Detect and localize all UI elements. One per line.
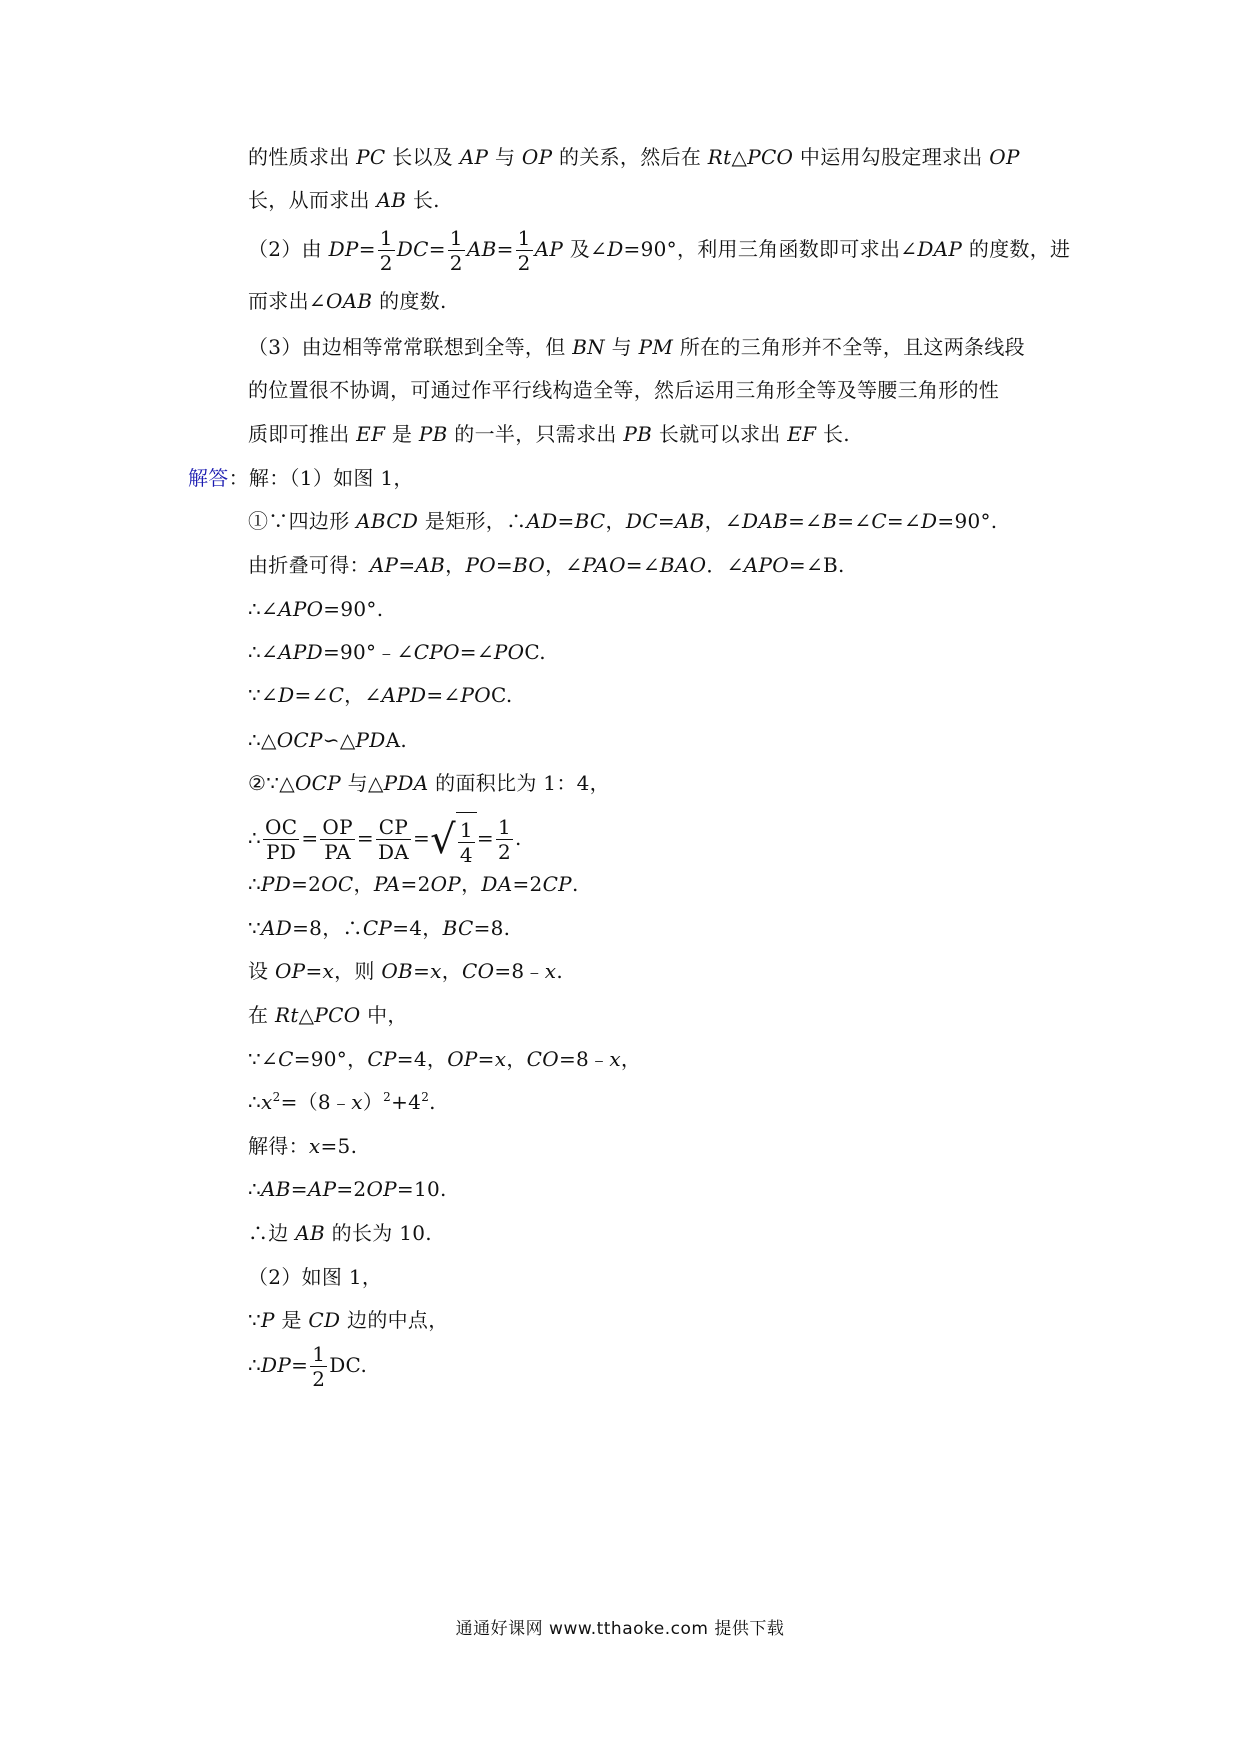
text-run: = bbox=[657, 509, 675, 533]
text-run: =2 bbox=[512, 872, 543, 896]
radicand bbox=[456, 812, 477, 867]
fraction-denominator: 2 bbox=[312, 1367, 326, 1391]
text-run: =8﹣ bbox=[558, 1047, 610, 1071]
fraction-numerator: CP bbox=[376, 815, 411, 840]
math-variable: x bbox=[609, 1047, 621, 1071]
math-variable: EF bbox=[787, 422, 817, 446]
text-run: = bbox=[476, 826, 494, 850]
text-run: =4， bbox=[396, 1047, 448, 1071]
text-run: = bbox=[290, 1177, 308, 1201]
text-run: 是 bbox=[274, 1308, 309, 1332]
text-run: 是 bbox=[385, 422, 419, 446]
text-run: = bbox=[477, 1047, 495, 1071]
text-run: +4 bbox=[391, 1090, 422, 1114]
math-variable: B bbox=[822, 509, 838, 533]
fraction bbox=[378, 226, 395, 275]
text-run: = bbox=[358, 237, 376, 261]
text-run: =∠ bbox=[625, 553, 660, 577]
text-line bbox=[248, 1090, 436, 1114]
text-line bbox=[248, 771, 610, 795]
text-run: = bbox=[398, 553, 416, 577]
math-variable: DP bbox=[261, 1353, 292, 1377]
text-run: ，∠ bbox=[344, 683, 382, 707]
text-run: =90°. bbox=[937, 509, 998, 533]
math-variable: x bbox=[430, 959, 442, 983]
text-run: ， bbox=[445, 553, 466, 577]
math-variable: CP bbox=[542, 872, 572, 896]
text-run: 是矩形，∴ bbox=[418, 509, 527, 533]
fraction bbox=[376, 815, 411, 864]
math-variable: PD bbox=[355, 728, 386, 752]
math-variable: APO bbox=[278, 597, 324, 621]
math-variable: CO bbox=[462, 959, 495, 983]
text-run: ①∵四边形 bbox=[248, 509, 357, 533]
math-variable: PO bbox=[465, 553, 496, 577]
math-variable: CO bbox=[526, 1047, 559, 1071]
text-run: 与△ bbox=[341, 771, 384, 795]
text-run: . bbox=[515, 826, 522, 850]
text-line bbox=[248, 812, 522, 867]
text-line bbox=[248, 640, 546, 664]
math-variable: PCO bbox=[747, 145, 794, 169]
text-run: ．∠ bbox=[706, 553, 744, 577]
fraction-numerator: 1 bbox=[449, 226, 463, 250]
text-run: ：解：（1）如图 1， bbox=[228, 466, 414, 490]
text-run: ∴△ bbox=[248, 728, 277, 752]
text-run: ， bbox=[441, 959, 463, 983]
text-run: ∴ bbox=[248, 1353, 262, 1377]
math-variable: AB bbox=[261, 1177, 291, 1201]
text-line bbox=[248, 1177, 447, 1201]
text-line bbox=[248, 1339, 367, 1391]
text-run: =∠ bbox=[886, 509, 922, 533]
math-variable: D bbox=[278, 683, 295, 707]
math-variable: APD bbox=[278, 640, 323, 664]
text-line bbox=[248, 509, 997, 533]
fraction bbox=[516, 226, 533, 275]
math-variable: DAP bbox=[917, 237, 963, 261]
text-run: =∠ bbox=[459, 640, 494, 664]
text-line bbox=[248, 289, 447, 313]
text-run: ∵∠ bbox=[248, 1047, 279, 1071]
math-variable: APD bbox=[381, 683, 427, 707]
text-run: =90°，利用三角函数即可求出∠ bbox=[623, 237, 918, 261]
text-run: 长. bbox=[406, 188, 440, 212]
text-run: （2）由 bbox=[248, 237, 329, 261]
text-run: 的关系，然后在 bbox=[552, 145, 708, 169]
text-run: ，∠ bbox=[545, 553, 583, 577]
math-variable: OP bbox=[521, 145, 553, 169]
math-variable: AB bbox=[674, 509, 705, 533]
math-variable: Rt bbox=[274, 1003, 299, 1027]
math-variable: EF bbox=[356, 422, 386, 446]
text-run: C. bbox=[490, 683, 513, 707]
text-run: 长，从而求出 bbox=[248, 188, 377, 212]
math-variable: OAB bbox=[325, 289, 373, 313]
math-variable: PCO bbox=[314, 1003, 361, 1027]
math-variable: AP bbox=[369, 553, 399, 577]
math-variable: CP bbox=[367, 1047, 397, 1071]
math-variable: PAO bbox=[582, 553, 626, 577]
text-run: 而求出∠ bbox=[248, 289, 326, 313]
text-run: =∠ bbox=[294, 683, 329, 707]
math-variable: BAO bbox=[659, 553, 707, 577]
text-line bbox=[188, 466, 414, 490]
text-line bbox=[248, 1003, 408, 1027]
math-variable: PD bbox=[261, 872, 292, 896]
text-run: =∠ bbox=[788, 509, 823, 533]
text-run: = bbox=[305, 959, 323, 983]
math-variable: x bbox=[544, 959, 557, 983]
math-variable: OP bbox=[274, 959, 306, 983]
text-run: C. bbox=[524, 640, 546, 664]
text-line bbox=[248, 683, 513, 707]
text-run: . bbox=[429, 1090, 436, 1114]
text-run: =8﹣ bbox=[494, 959, 545, 983]
text-run: 设 bbox=[248, 959, 275, 983]
text-run: ，∠ bbox=[704, 509, 742, 533]
text-line bbox=[248, 223, 1070, 275]
math-variable: PM bbox=[638, 335, 674, 359]
text-run: 长以及 bbox=[385, 145, 460, 169]
fraction-numerator: 1 bbox=[312, 1342, 326, 1366]
text-line bbox=[248, 728, 407, 752]
math-variable: DP bbox=[328, 237, 359, 261]
math-variable: OP bbox=[430, 872, 462, 896]
text-run: ②∵△ bbox=[248, 771, 295, 795]
text-run: = bbox=[413, 959, 431, 983]
text-run: = bbox=[291, 1353, 309, 1377]
superscript: 2 bbox=[383, 1090, 392, 1104]
fraction-numerator: 1 bbox=[517, 226, 531, 250]
text-run: =∠ bbox=[837, 509, 872, 533]
text-line bbox=[248, 145, 1020, 169]
text-line bbox=[248, 553, 845, 577]
text-run: = bbox=[413, 826, 431, 850]
text-run: ） bbox=[362, 1090, 384, 1114]
text-line bbox=[248, 1265, 382, 1289]
text-run: ， bbox=[605, 509, 626, 533]
text-run: . bbox=[571, 872, 579, 896]
text-line bbox=[248, 959, 563, 983]
text-line bbox=[248, 597, 383, 621]
math-variable: BO bbox=[512, 553, 546, 577]
text-run: 由折叠可得： bbox=[248, 553, 370, 577]
math-variable: PO bbox=[493, 640, 525, 664]
text-run: ∵ bbox=[248, 1308, 262, 1332]
text-run: =90°﹣∠ bbox=[322, 640, 414, 664]
radical-sign: √ bbox=[430, 816, 456, 863]
text-run: =5. bbox=[320, 1134, 358, 1158]
math-variable: DC bbox=[396, 237, 429, 261]
math-variable: AB bbox=[466, 237, 497, 261]
fraction-numerator: OC bbox=[265, 815, 298, 839]
text-run: 长就可以求出 bbox=[652, 422, 788, 446]
math-variable: DAB bbox=[741, 509, 789, 533]
fraction bbox=[458, 818, 475, 867]
math-variable: DA bbox=[481, 872, 513, 896]
text-run: =4， bbox=[392, 916, 443, 940]
text-run: =10. bbox=[396, 1177, 447, 1201]
math-variable: CP bbox=[362, 916, 393, 940]
math-variable: PB bbox=[623, 422, 653, 446]
text-run: ，则 bbox=[334, 959, 382, 983]
text-run: = bbox=[301, 826, 319, 850]
math-variable: C bbox=[328, 683, 345, 707]
math-variable: OP bbox=[366, 1177, 397, 1201]
text-run: （3）由边相等常常联想到全等，但 bbox=[248, 335, 573, 359]
text-run: 的性质求出 bbox=[248, 145, 357, 169]
text-run: ∽△ bbox=[322, 728, 356, 752]
text-run: DC. bbox=[329, 1353, 368, 1377]
text-run: 的位置很不协调，可通过作平行线构造全等，然后运用三角形全等及等腰三角形的性 bbox=[248, 378, 1000, 402]
math-variable: D bbox=[607, 237, 624, 261]
fraction-denominator: DA bbox=[377, 840, 410, 864]
text-run: . bbox=[556, 959, 563, 983]
text-run: 的长为 10. bbox=[325, 1221, 432, 1245]
text-line bbox=[248, 1221, 432, 1245]
fraction-numerator: 1 bbox=[497, 815, 512, 839]
math-variable: AB bbox=[415, 553, 446, 577]
math-variable: x bbox=[351, 1090, 363, 1114]
math-variable: P bbox=[261, 1308, 275, 1332]
math-variable: Rt bbox=[707, 145, 732, 169]
text-run: 中， bbox=[360, 1003, 408, 1027]
text-line bbox=[248, 378, 999, 402]
text-run: =∠B. bbox=[788, 553, 845, 577]
math-variable: ABCD bbox=[356, 509, 419, 533]
math-variable: OCP bbox=[294, 771, 341, 795]
text-line bbox=[248, 916, 510, 940]
text-run: A. bbox=[385, 728, 408, 752]
superscript: 2 bbox=[421, 1090, 430, 1104]
text-run: ， bbox=[620, 1047, 642, 1071]
text-run: ∴ bbox=[248, 872, 262, 896]
text-run: 在 bbox=[248, 1003, 275, 1027]
text-run: ， bbox=[461, 872, 482, 896]
math-variable: AB bbox=[295, 1221, 326, 1245]
text-line bbox=[248, 1047, 641, 1071]
text-run: ∴ bbox=[248, 1090, 262, 1114]
fraction-denominator: PD bbox=[266, 840, 297, 864]
text-run: =2 bbox=[400, 872, 431, 896]
math-variable: PO bbox=[460, 683, 491, 707]
fraction-numerator: 1 bbox=[379, 226, 393, 250]
math-variable: OC bbox=[321, 872, 354, 896]
text-run: ∴ bbox=[248, 1177, 262, 1201]
fraction bbox=[448, 226, 465, 275]
math-variable: OCP bbox=[276, 728, 323, 752]
text-run: 所在的三角形并不全等，且这两条线段 bbox=[673, 335, 1025, 359]
text-line bbox=[248, 188, 440, 212]
math-variable: OP bbox=[447, 1047, 478, 1071]
text-run: ， bbox=[506, 1047, 527, 1071]
text-run: 中运用勾股定理求出 bbox=[793, 145, 990, 169]
text-run: △ bbox=[731, 145, 748, 169]
text-run: 质即可推出 bbox=[248, 422, 357, 446]
text-run: = bbox=[356, 826, 374, 850]
fraction-denominator: 2 bbox=[517, 251, 531, 275]
text-run: ∴∠ bbox=[248, 640, 279, 664]
text-run: = bbox=[495, 553, 513, 577]
text-run: =2 bbox=[336, 1177, 367, 1201]
fraction bbox=[263, 815, 299, 864]
fraction-numerator: OP bbox=[322, 815, 353, 839]
text-run: △ bbox=[298, 1003, 315, 1027]
math-variable: x bbox=[494, 1047, 507, 1071]
text-run: = bbox=[496, 237, 514, 261]
text-run: ∴∠ bbox=[248, 597, 279, 621]
text-run: ∵∠ bbox=[248, 683, 279, 707]
fraction-denominator: 4 bbox=[459, 843, 473, 867]
superscript: 2 bbox=[272, 1090, 281, 1104]
math-variable: AD bbox=[526, 509, 558, 533]
math-variable: BC bbox=[442, 916, 474, 940]
text-run: 与 bbox=[488, 145, 522, 169]
math-variable: DC bbox=[625, 509, 658, 533]
math-variable: D bbox=[921, 509, 938, 533]
fraction bbox=[310, 1342, 327, 1391]
text-run: 的度数，进 bbox=[962, 237, 1071, 261]
text-line bbox=[248, 1134, 357, 1158]
answer-label: 解答 bbox=[188, 466, 229, 490]
text-run: ∵ bbox=[248, 916, 262, 940]
text-line bbox=[248, 1308, 449, 1332]
math-variable: AP bbox=[459, 145, 489, 169]
math-variable: PB bbox=[418, 422, 448, 446]
fraction bbox=[320, 815, 354, 864]
text-run: 与 bbox=[605, 335, 639, 359]
text-run: 及∠ bbox=[563, 237, 608, 261]
fraction-numerator: 1 bbox=[459, 818, 473, 842]
math-variable: OB bbox=[381, 959, 414, 983]
text-run: =8. bbox=[473, 916, 511, 940]
math-variable: AP bbox=[307, 1177, 337, 1201]
math-variable: x bbox=[308, 1134, 321, 1158]
text-line bbox=[248, 335, 1025, 359]
text-run: = bbox=[557, 509, 575, 533]
math-variable: APO bbox=[743, 553, 789, 577]
text-line bbox=[248, 422, 850, 446]
fraction-denominator: 2 bbox=[379, 251, 393, 275]
text-run: =（8﹣ bbox=[280, 1090, 352, 1114]
fraction bbox=[496, 815, 513, 864]
page-footer: 通通好课网 www.tthaoke.com 提供下载 bbox=[455, 1619, 785, 1639]
math-variable: AB bbox=[376, 188, 407, 212]
math-variable: x bbox=[322, 959, 335, 983]
math-variable: CD bbox=[308, 1308, 341, 1332]
math-variable: BC bbox=[574, 509, 606, 533]
text-run: 的一半，只需求出 bbox=[447, 422, 624, 446]
fraction-denominator: 2 bbox=[497, 840, 512, 864]
text-run: =2 bbox=[291, 872, 322, 896]
math-variable: C bbox=[278, 1047, 294, 1071]
text-run: ， bbox=[353, 872, 374, 896]
text-run: 的度数. bbox=[372, 289, 447, 313]
text-run: 长. bbox=[816, 422, 850, 446]
text-run: =90°. bbox=[323, 597, 384, 621]
text-run: 边的中点， bbox=[340, 1308, 449, 1332]
text-run: ∴边 bbox=[248, 1221, 296, 1245]
text-run: =90°， bbox=[293, 1047, 368, 1071]
math-variable: C bbox=[871, 509, 887, 533]
text-run: = bbox=[428, 237, 446, 261]
text-run: 的面积比为 1：4， bbox=[428, 771, 610, 795]
text-run: ∴ bbox=[248, 826, 262, 850]
math-variable: PC bbox=[356, 145, 386, 169]
fraction-denominator: 2 bbox=[449, 251, 463, 275]
text-line bbox=[248, 872, 579, 896]
math-variable: CPO bbox=[413, 640, 460, 664]
math-variable: OP bbox=[989, 145, 1020, 169]
math-variable: PA bbox=[373, 872, 401, 896]
text-run: =8，∴ bbox=[292, 916, 363, 940]
math-variable: BN bbox=[572, 335, 605, 359]
math-variable: x bbox=[261, 1090, 273, 1114]
math-variable: PDA bbox=[383, 771, 429, 795]
math-variable: AD bbox=[261, 916, 293, 940]
text-run: =∠ bbox=[426, 683, 461, 707]
text-run: 解得： bbox=[248, 1134, 309, 1158]
square-root bbox=[430, 812, 477, 867]
fraction-denominator: PA bbox=[324, 840, 351, 864]
math-variable: AP bbox=[534, 237, 564, 261]
text-run: （2）如图 1， bbox=[248, 1265, 383, 1289]
